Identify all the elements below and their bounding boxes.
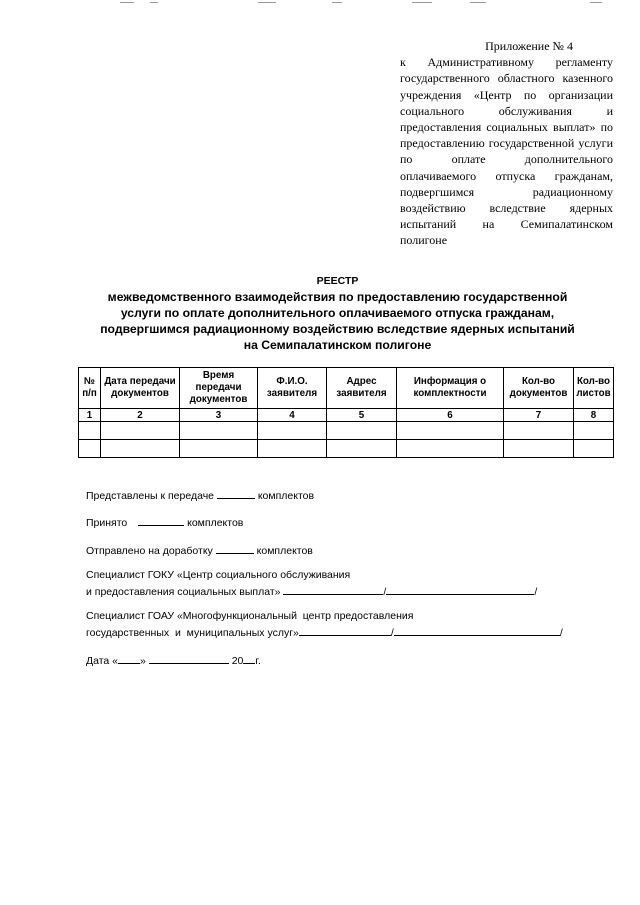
registry-title-block (70, 274, 605, 353)
date-year-prefix: 20 (231, 655, 244, 667)
separator: / (534, 585, 538, 598)
returned-line (86, 542, 313, 559)
separator: / (559, 626, 563, 639)
table-cell (574, 422, 614, 440)
table-cell (101, 440, 180, 458)
registry-heading: РЕЕСТР (316, 275, 359, 287)
column-number: 2 (101, 409, 180, 422)
column-number: 7 (504, 409, 574, 422)
registry-subtitle-line: услуги по оплате дополнительного оплачиваемого отпуска гражданам, (120, 306, 555, 320)
registry-subtitle-line: подвергшимся радиационному воздействию вследствие ядерных испытаний (100, 322, 575, 336)
table-header-row (79, 368, 614, 409)
table-row (79, 422, 614, 440)
column-number: 1 (79, 409, 101, 422)
specialist-goku-org: и предоставления социальных выплат» (86, 585, 281, 598)
date-day-field[interactable] (118, 652, 140, 664)
date-year-suffix: г. (255, 655, 261, 667)
date-line (86, 652, 261, 669)
date-month-field[interactable] (149, 652, 229, 664)
specialist-goku-signature-line (86, 583, 537, 600)
table-cell (79, 422, 101, 440)
column-number: 6 (397, 409, 504, 422)
specialist-goau-signature-field[interactable] (299, 624, 391, 636)
accepted-line (86, 514, 243, 531)
table-cell (180, 440, 258, 458)
appendix-block (400, 38, 613, 249)
table-cell (504, 440, 574, 458)
table-cell (180, 422, 258, 440)
date-quote-close: » (140, 655, 146, 667)
column-number: 8 (574, 409, 614, 422)
registry-table (78, 367, 614, 458)
accepted-unit: комплектов (187, 517, 244, 529)
table-cell (327, 440, 397, 458)
table-cell (258, 440, 327, 458)
column-number: 4 (258, 409, 327, 422)
table-cell (79, 440, 101, 458)
column-header-completeness-info: Информация о комплектности (397, 368, 504, 409)
registry-subtitle-line: межведомственного взаимодействия по предоставлению государственной (107, 290, 568, 304)
column-number-row (79, 409, 614, 422)
scan-artifacts (0, 0, 640, 8)
specialist-goau-signature-line (86, 624, 563, 641)
specialist-goku-signature-field[interactable] (283, 583, 383, 595)
column-header-number: № п/п (79, 368, 101, 409)
presented-count-field[interactable] (217, 487, 255, 499)
table-cell (504, 422, 574, 440)
table-cell (258, 422, 327, 440)
table-cell (327, 422, 397, 440)
date-label: Дата « (86, 655, 119, 667)
specialist-goku-title: Специалист ГОКУ «Центр социального обслуживания (86, 569, 351, 581)
table-cell (101, 422, 180, 440)
appendix-title: Приложение № 4 (485, 39, 573, 53)
column-header-document-count: Кол-во документов (504, 368, 574, 409)
table-cell (574, 440, 614, 458)
specialist-goau-block (86, 610, 563, 640)
column-header-applicant-address: Адрес заявителя (327, 368, 397, 409)
column-header-sheet-count: Кол-во листов (574, 368, 614, 409)
accepted-count-field[interactable] (138, 514, 184, 526)
specialist-goku-block (86, 569, 537, 599)
separator: / (390, 626, 394, 639)
table-cell (397, 422, 504, 440)
separator: / (383, 585, 387, 598)
presented-line (86, 487, 314, 504)
appendix-text: к Административному регламенту государственного областного казенного учреждения «Центр по организации социального обслуживания и предоставления социальных выплат» по предоставлению государственной услуги по оплате дополнительного оплачиваемого отпуска гражданам, подвергшимся радиационному воздействию вследствие ядерных испытаний на Семипалатинском полигоне (400, 55, 613, 248)
specialist-goau-title: Специалист ГОАУ «Многофункциональный центр предоставления (86, 610, 414, 622)
returned-label: Отправлено на доработку (86, 545, 213, 557)
accepted-label: Принято (86, 517, 128, 529)
specialist-goau-org: государственных и муниципальных услуг» (86, 626, 299, 639)
column-header-applicant-name: Ф.И.О. заявителя (258, 368, 327, 409)
registry-subtitle-line: на Семипалатинском полигоне (243, 338, 432, 352)
presented-unit: комплектов (257, 490, 315, 502)
returned-unit: комплектов (256, 545, 313, 557)
column-number: 5 (327, 409, 397, 422)
returned-count-field[interactable] (216, 542, 254, 554)
table-cell (397, 440, 504, 458)
column-header-transfer-date: Дата передачи документов (101, 368, 180, 409)
presented-label: Представлены к передаче (86, 490, 214, 502)
specialist-goku-name-field[interactable] (386, 583, 534, 595)
date-year-field[interactable] (243, 652, 255, 664)
column-header-transfer-time: Время передачи документов (180, 368, 258, 409)
column-number: 3 (180, 409, 258, 422)
table-row (79, 440, 614, 458)
specialist-goau-name-field[interactable] (394, 624, 560, 636)
